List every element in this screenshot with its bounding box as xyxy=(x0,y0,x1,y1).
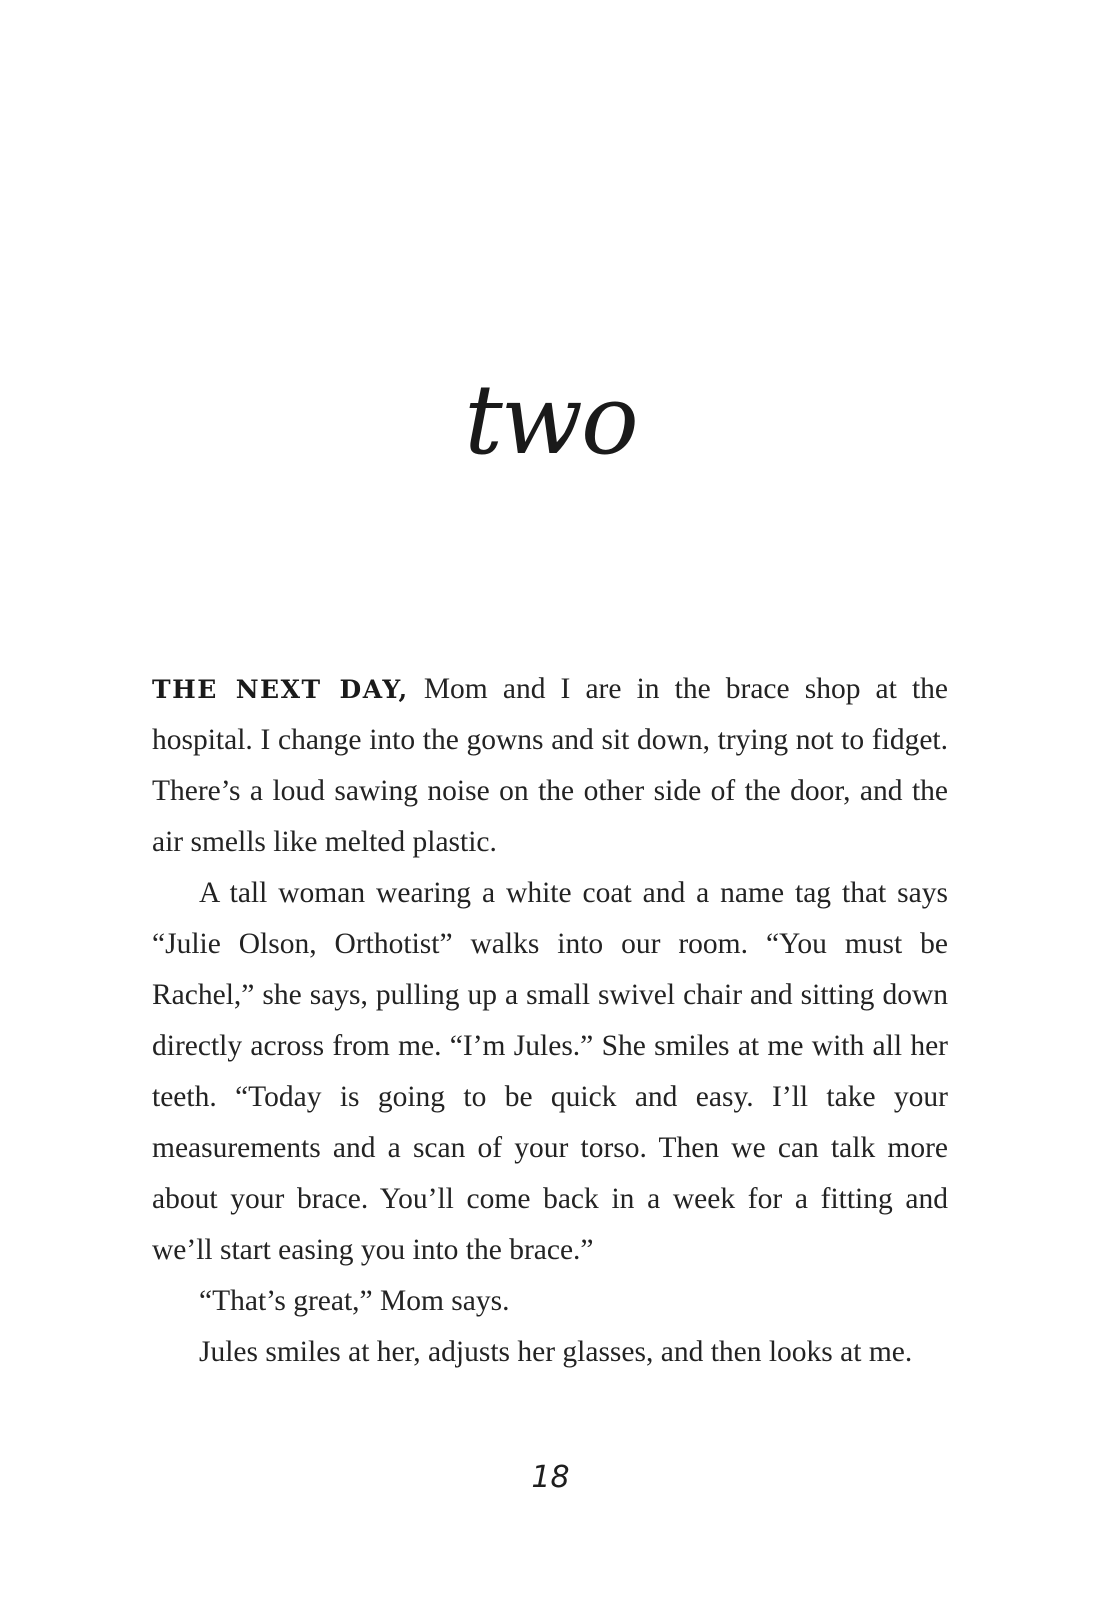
lead-in-small-caps: THE NEXT DAY, xyxy=(152,675,409,704)
page-number: 18 xyxy=(531,1460,570,1495)
chapter-body xyxy=(152,664,948,1378)
paragraph-1 xyxy=(152,664,948,868)
paragraph-4: Jules smiles at her, adjusts her glasses, and then looks at me. xyxy=(199,1336,913,1368)
paragraph-3: “That’s great,” Mom says. xyxy=(199,1285,510,1317)
chapter-title: two xyxy=(464,364,637,476)
paragraph-2: A tall woman wearing a white coat and a name tag that says “Julie Olson, Orthotist” walks into our room. “You must be Rachel,” she says, pulling up a small swivel chair and sitting down directly across from me. “I’m Jules.” She smiles at me with all her teeth. “Today is going to be quick and easy. I’ll take your measurements and a scan of your torso. Then we can talk more about your brace. You’ll come back in a week for a fitting and we’ll start easing you into the brace.” xyxy=(152,877,948,1266)
paragraph-1-text: Mom and I are in the brace shop at the hospital. I change into the gowns and sit down, trying not to fidget. There’s a loud sawing noise on the other side of the door, and the air smells like melted plastic. xyxy=(152,673,948,858)
